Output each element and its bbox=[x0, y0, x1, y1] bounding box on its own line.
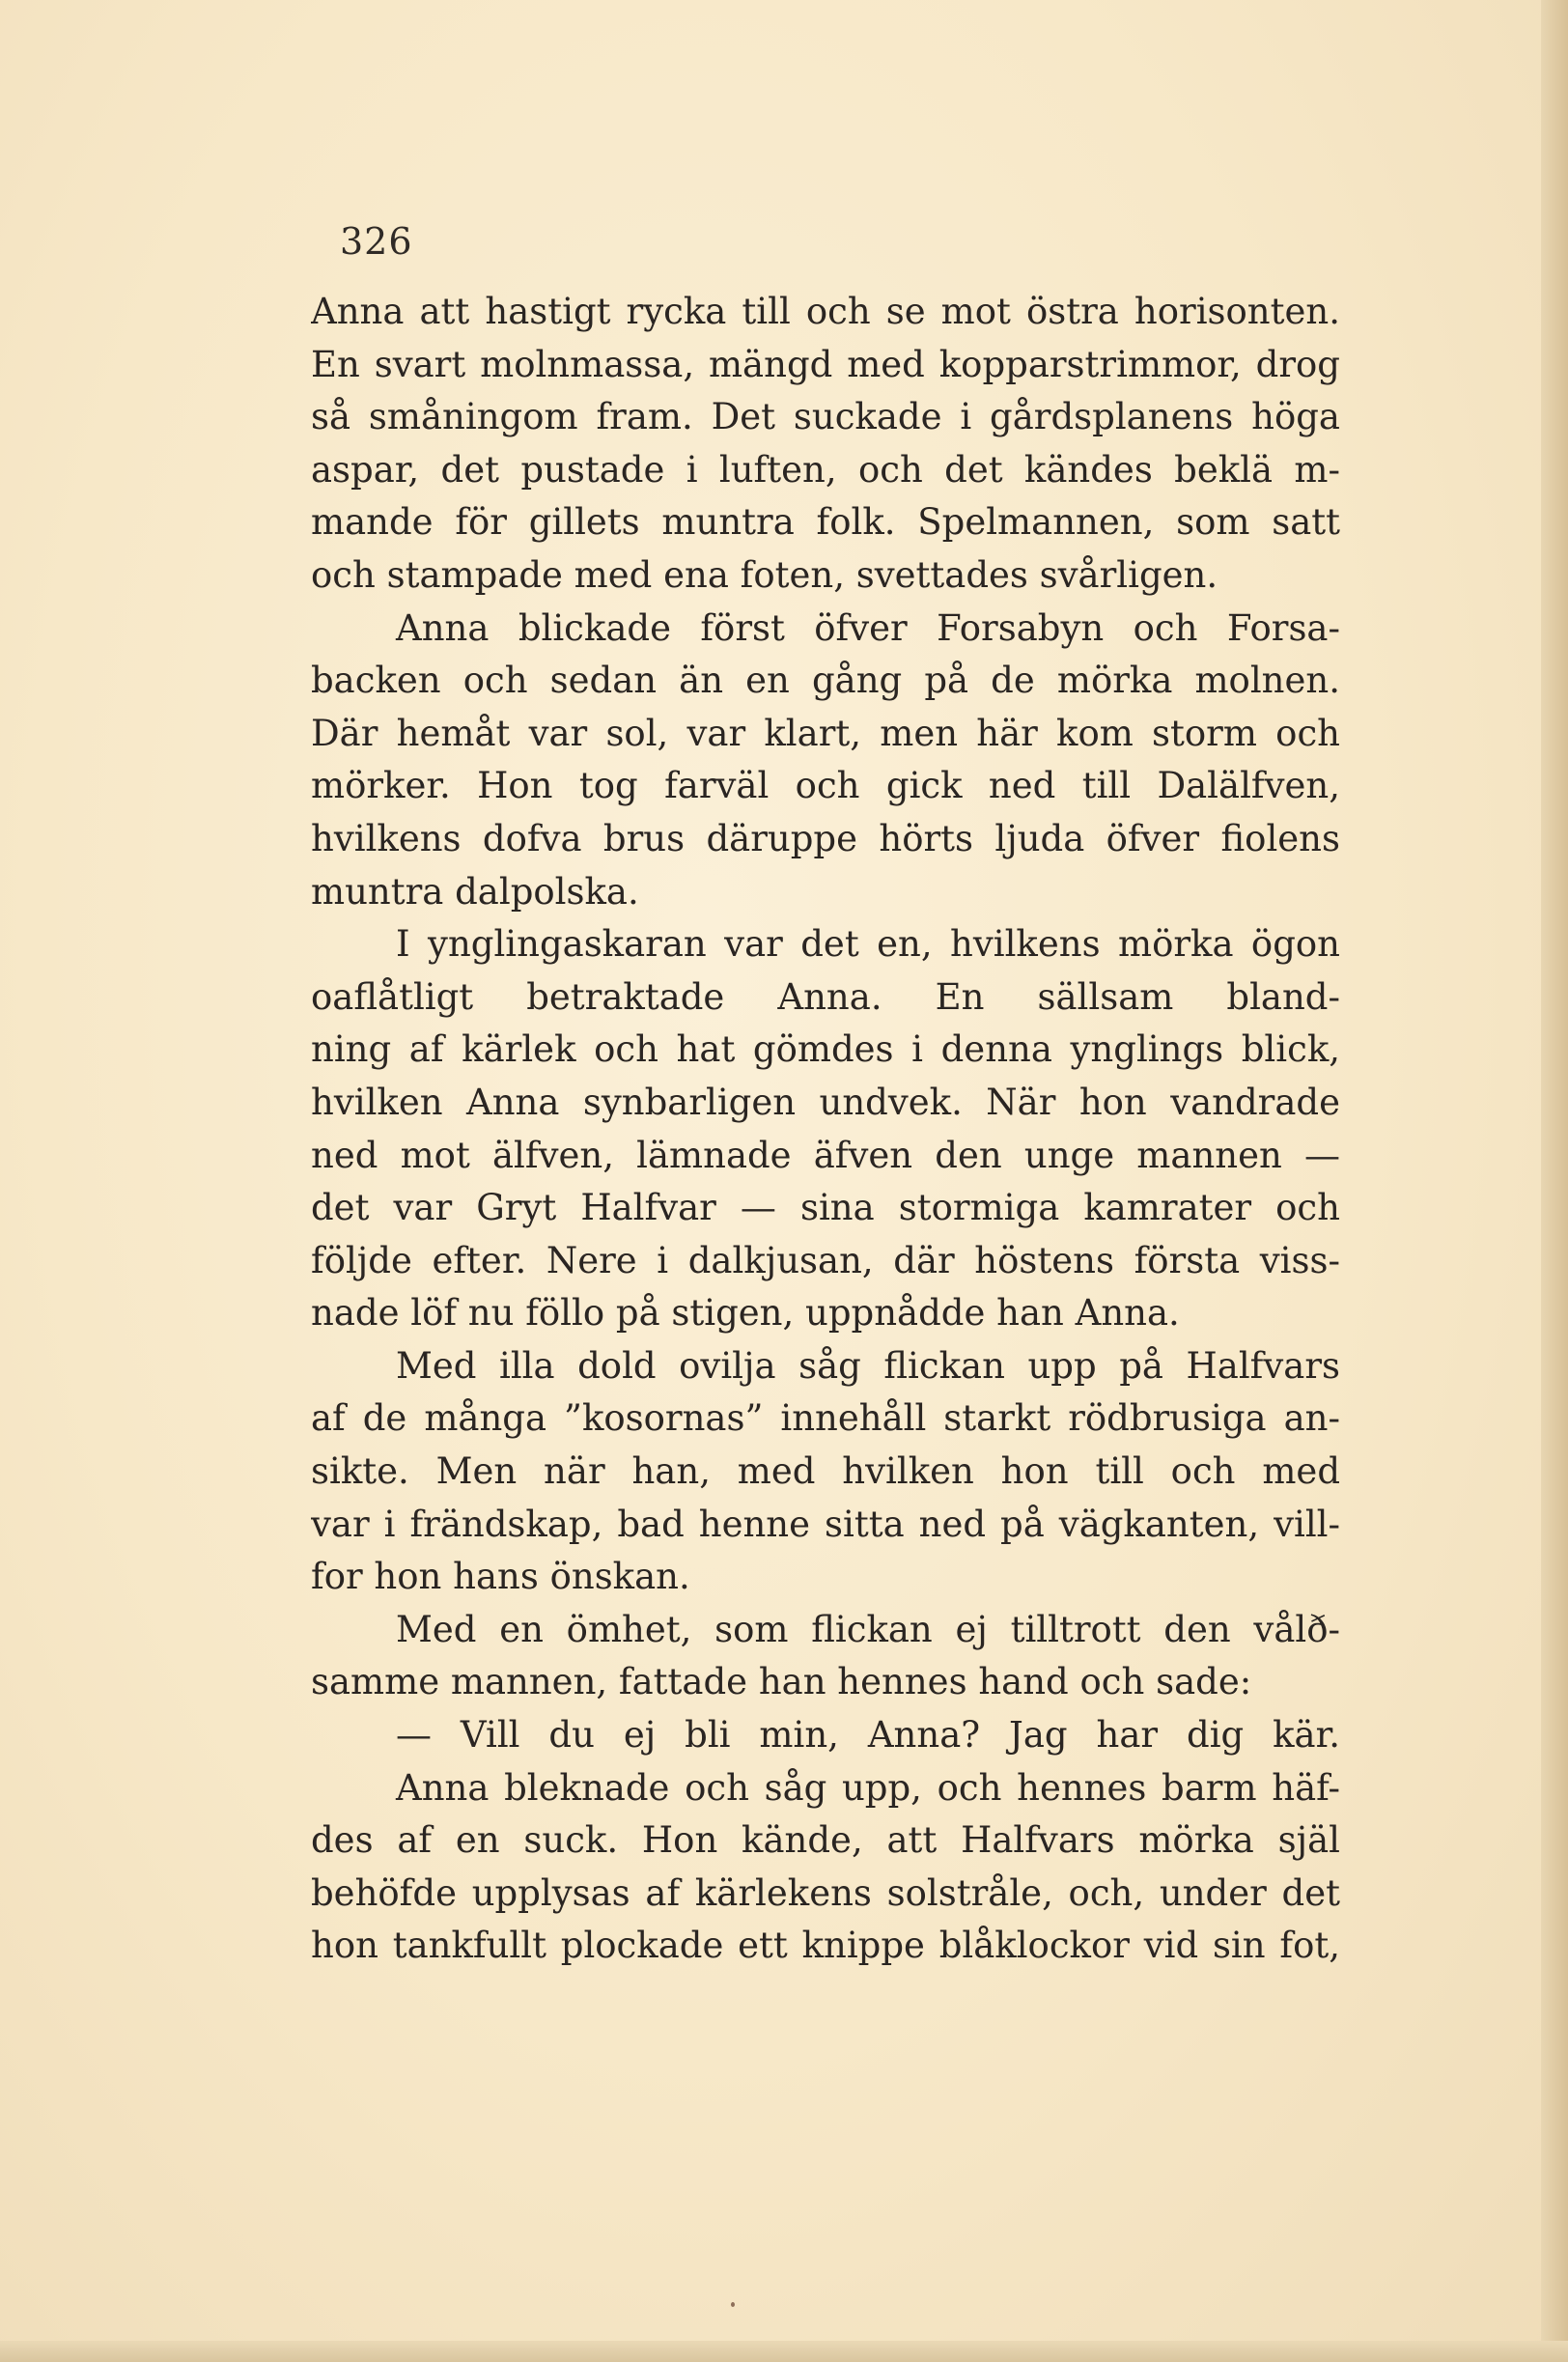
body-text bbox=[311, 286, 1340, 1973]
text-line: Med illa dold ovilja såg flickan upp på Halfvars bbox=[396, 1344, 1340, 1387]
page-edge-bottom bbox=[0, 2341, 1568, 2362]
text-line: följde efter. Nere i dalkjusan, där höstens första viss- bbox=[311, 1239, 1340, 1281]
text-line: så småningom fram. Det suckade i gårdsplanens höga bbox=[311, 396, 1340, 438]
text-line: hvilkens dofva brus däruppe hörts ljuda öfver fiolens bbox=[311, 817, 1340, 859]
text-line: samme mannen, fattade han hennes hand och sade: bbox=[311, 1661, 1252, 1703]
text-line: oaflåtligt betraktade Anna. En sällsam bland- bbox=[311, 975, 1340, 1018]
text-line: det var Gryt Halfvar — sina stormiga kamrater och bbox=[311, 1187, 1340, 1229]
text-line: mande för gillets muntra folk. Spelmannen, som satt bbox=[311, 501, 1340, 544]
text-line: hon tankfullt plockade ett knippe blåklockor vid sin fot, bbox=[311, 1925, 1340, 1967]
text-line: Där hemåt var sol, var klart, men här kom storm och bbox=[311, 712, 1340, 754]
text-line: behöfde upplysas af kärlekens solstråle, och, under det bbox=[311, 1871, 1340, 1914]
text-line: af de många ”kosornas” innehåll starkt rödbrusiga an- bbox=[311, 1397, 1340, 1440]
text-line: ning af kärlek och hat gömdes i denna ynglings blick, bbox=[311, 1028, 1340, 1071]
text-line: Anna att hastigt rycka till och se mot östra horisonten. bbox=[311, 291, 1340, 332]
text-line: I ynglingaskaran var det en, hvilkens mörka ögon bbox=[396, 923, 1340, 966]
text-line: — Vill du ej bli min, Anna? Jag har dig kär. bbox=[396, 1714, 1340, 1757]
text-line: var i frändskap, bad henne sitta ned på vägkanten, vill- bbox=[311, 1503, 1340, 1545]
text-line: sikte. Men när han, med hvilken hon till och med bbox=[311, 1450, 1340, 1493]
text-line: backen och sedan än en gång på de mörka molnen. bbox=[311, 660, 1340, 702]
text-line: hvilken Anna synbarligen undvek. När hon vandrade bbox=[311, 1081, 1340, 1123]
text-line: ned mot älfven, lämnade äfven den unge mannen — bbox=[311, 1134, 1340, 1176]
text-line: och stampade med ena foten, svettades svårligen. bbox=[311, 553, 1218, 596]
text-line: En svart molnmassa, mängd med kopparstrimmor, drog bbox=[311, 343, 1340, 385]
text-line: Med en ömhet, som flickan ej tilltrott den vålð- bbox=[396, 1608, 1340, 1650]
text-line: aspar, det pustade i luften, och det kändes beklä m- bbox=[311, 448, 1340, 491]
text-line: for hon hans önskan. bbox=[311, 1556, 690, 1598]
page-edge-right bbox=[1541, 0, 1568, 2362]
text-line: Anna bleknade och såg upp, och hennes barm häf- bbox=[396, 1766, 1340, 1809]
text-line: des af en suck. Hon kände, att Halfvars mörka själ bbox=[311, 1819, 1340, 1862]
text-line: Anna blickade först öfver Forsabyn och Forsa- bbox=[396, 606, 1340, 649]
text-line: mörker. Hon tog farväl och gick ned till Dalälfven, bbox=[311, 765, 1340, 807]
text-line: nade löf nu föllo på stigen, uppnådde han Anna. bbox=[311, 1292, 1180, 1335]
page-number: 326 bbox=[340, 220, 413, 263]
text-line: muntra dalpolska. bbox=[311, 870, 639, 913]
paper-speck bbox=[731, 2302, 735, 2307]
